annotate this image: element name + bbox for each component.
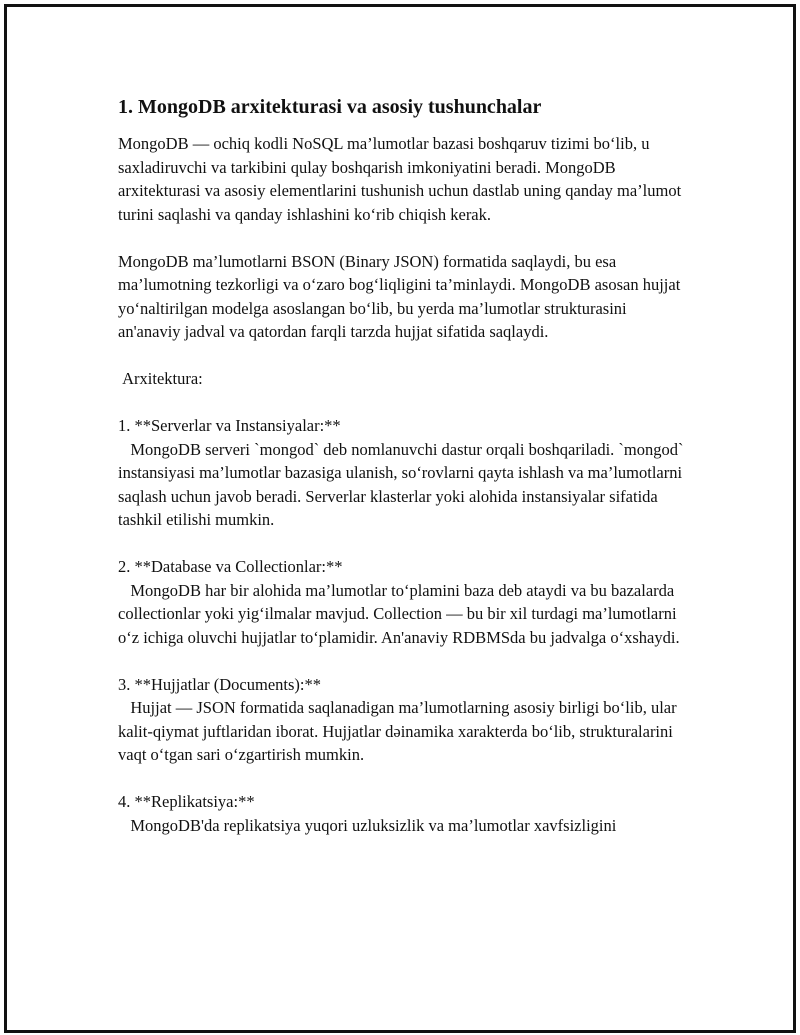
section-title: 3. **Hujjatlar (Documents):**	[118, 674, 321, 694]
spacer	[118, 649, 688, 673]
section-body: Hujjat — JSON formatida saqlanadigan ma’lumotlarning asosiy birligi bo‘lib, ular kalit-qiymat juftlaridan iborat. Hujjatlar dəinamika xarakterda bo‘lib, strukturalarini vaqt o‘tgan sari o‘zgartirish mumkin.	[118, 698, 681, 764]
intro-paragraph-1: MongoDB — ochiq kodli NoSQL ma’lumotlar bazasi boshqaruv tizimi bo‘lib, u saxladiruvchi va tarkibini qulay boshqarish imkoniyatini beradi. MongoDB arxitekturasi va asosiy elementlarini tushunish uchun dastlab uning qanday ma’lumot turini saqlashi va qanday ishlashini ko‘rib chiqish kerak.	[118, 134, 686, 224]
section-replication	[118, 790, 688, 837]
architecture-label: Arxitektura:	[118, 369, 203, 388]
document-heading: 1. MongoDB arxitekturasi va asosiy tushunchalar	[118, 96, 542, 118]
spacer	[118, 767, 688, 791]
spacer	[118, 391, 688, 415]
section-title: 4. **Replikatsiya:**	[118, 792, 255, 811]
spacer	[118, 226, 688, 250]
section-body: MongoDB serveri `mongod` deb nomlanuvchi dastur orqali boshqariladi. `mongod` instansiyasi ma’lumotlar bazasiga ulanish, so‘rovlarni qayta ishlash va ma’lumotlarni saqlash uchun javob beradi. Serverlar klasterlar yoki alohida instansiyalar sifatida tashkil etilishi mumkin.	[118, 439, 688, 529]
section-documents	[118, 673, 688, 767]
section-title: 1. **Serverlar va Instansiyalar:**	[118, 416, 341, 435]
document-body	[118, 94, 688, 837]
section-body: MongoDB'da replikatsiya yuqori uzluksizlik va ma’lumotlar xavfsizligini	[118, 815, 617, 835]
section-body: MongoDB har bir alohida ma’lumotlar to‘plamini baza deb ataydi va bu bazalarda collectionlar yoki yig‘ilmalar mavjud. Collection — bu bir xil turdagi ma’lumotlarni o‘z ichiga oluvchi hujjatlar to‘plamidir. An'anaviy RDBMSda bu jadvalga o‘xshaydi.	[118, 580, 681, 647]
spacer	[118, 532, 688, 556]
section-title: 2. **Database va Collectionlar:**	[118, 557, 343, 576]
section-servers	[118, 414, 688, 532]
intro-paragraph-2: MongoDB ma’lumotlarni BSON (Binary JSON) formatida saqlaydi, bu esa ma’lumotning tezkorligi va o‘zaro bog‘liqligini ta’minlaydi. MongoDB asosan hujjat yo‘naltirilgan modelga asoslangan bo‘lib, bu yerda ma’lumotlar strukturasini an'anaviy jadval va qatordan farqli tarzda hujjat sifatida saqlaydi.	[118, 251, 685, 341]
section-database	[118, 555, 688, 649]
spacer	[118, 344, 688, 368]
